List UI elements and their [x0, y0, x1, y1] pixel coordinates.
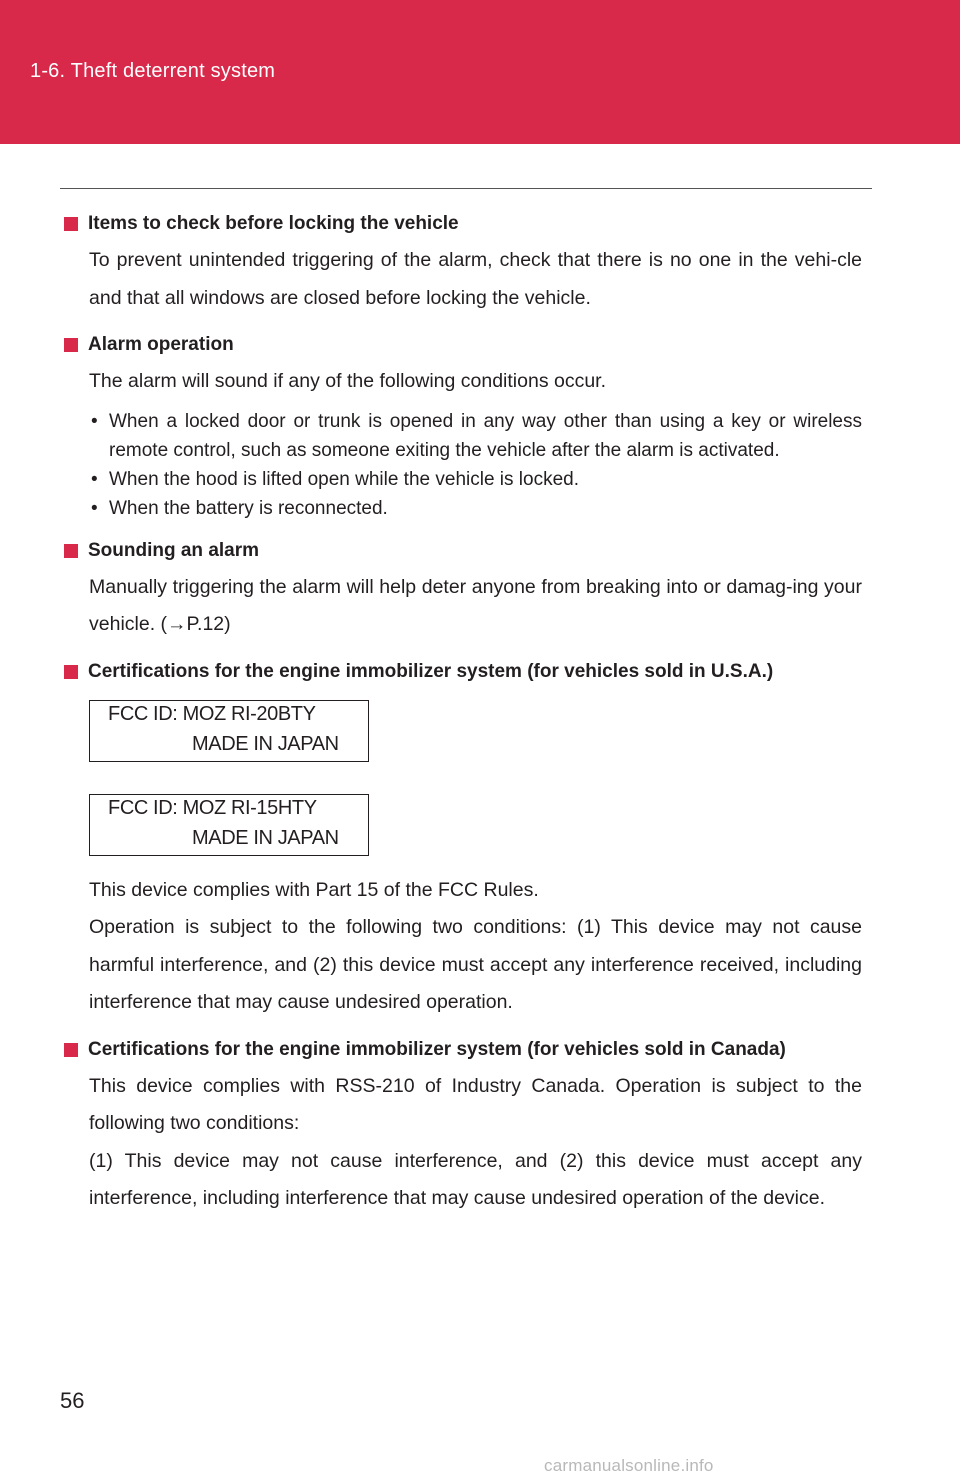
watermark: carmanualsonline.info [544, 1456, 714, 1475]
section-body: This device complies with Part 15 of the FCC Rules. [89, 878, 539, 901]
condition-list [89, 407, 862, 523]
list-item: • When a locked door or trunk is opened in any way other than using a key or wireless remote control, such as someone exiting the vehicle after the alarm is activated. [89, 407, 862, 465]
chapter-title: 1-6. Theft deterrent system [30, 60, 276, 82]
fcc-id-box [89, 794, 369, 856]
section-body: Manually triggering the alarm will help deter anyone from breaking into or damag-ing your vehicle. (→P.12) [89, 575, 862, 635]
section-heading: Sounding an alarm [88, 539, 260, 561]
section-heading: Items to check before locking the vehicle [88, 213, 459, 234]
section-alarm-operation [64, 327, 862, 523]
list-item: • When the hood is lifted open while the vehicle is locked. [89, 465, 862, 494]
section-heading: Alarm operation [88, 334, 234, 355]
section-body: To prevent unintended triggering of the alarm, check that there is no one in the vehi-cle and that all windows are closed before locking the vehicle. [89, 249, 862, 309]
section-bullet-icon [64, 665, 78, 679]
page-content [64, 206, 862, 1228]
section-items-to-check [64, 206, 862, 317]
list-item: • When the battery is reconnected. [89, 494, 862, 523]
made-in-line: MADE IN JAPAN [192, 826, 339, 849]
section-bullet-icon [64, 1043, 78, 1057]
section-heading: Certifications for the engine immobilizer system (for vehicles sold in U.S.A.) [88, 660, 774, 682]
fcc-id-line: FCC ID: MOZ RI-20BTY [108, 702, 316, 725]
section-heading: Certifications for the engine immobilizer system (for vehicles sold in Canada) [88, 1038, 786, 1060]
section-bullet-icon [64, 217, 78, 231]
made-in-line: MADE IN JAPAN [192, 732, 339, 755]
section-bullet-icon [64, 544, 78, 558]
section-body: This device complies with RSS-210 of Industry Canada. Operation is subject to the following two conditions: [89, 1074, 862, 1134]
page-number: 56 [60, 1388, 85, 1413]
divider [60, 188, 872, 189]
section-sounding-alarm [64, 533, 862, 644]
chapter-header [0, 0, 960, 144]
section-body: Operation is subject to the following two conditions: (1) This device may not cause harmful interference, and (2) this device must accept any interference received, including interference that may cause undesired operation. [89, 916, 862, 1013]
section-body: The alarm will sound if any of the following conditions occur. [89, 370, 607, 392]
section-certifications-usa [64, 654, 862, 1022]
section-bullet-icon [64, 338, 78, 352]
fcc-id-box [89, 700, 369, 762]
fcc-id-line: FCC ID: MOZ RI-15HTY [108, 796, 317, 819]
section-certifications-canada [64, 1032, 862, 1218]
section-body: (1) This device may not cause interference, and (2) this device must accept any interference, including interference that may cause undesired operation of the device. [89, 1149, 862, 1209]
